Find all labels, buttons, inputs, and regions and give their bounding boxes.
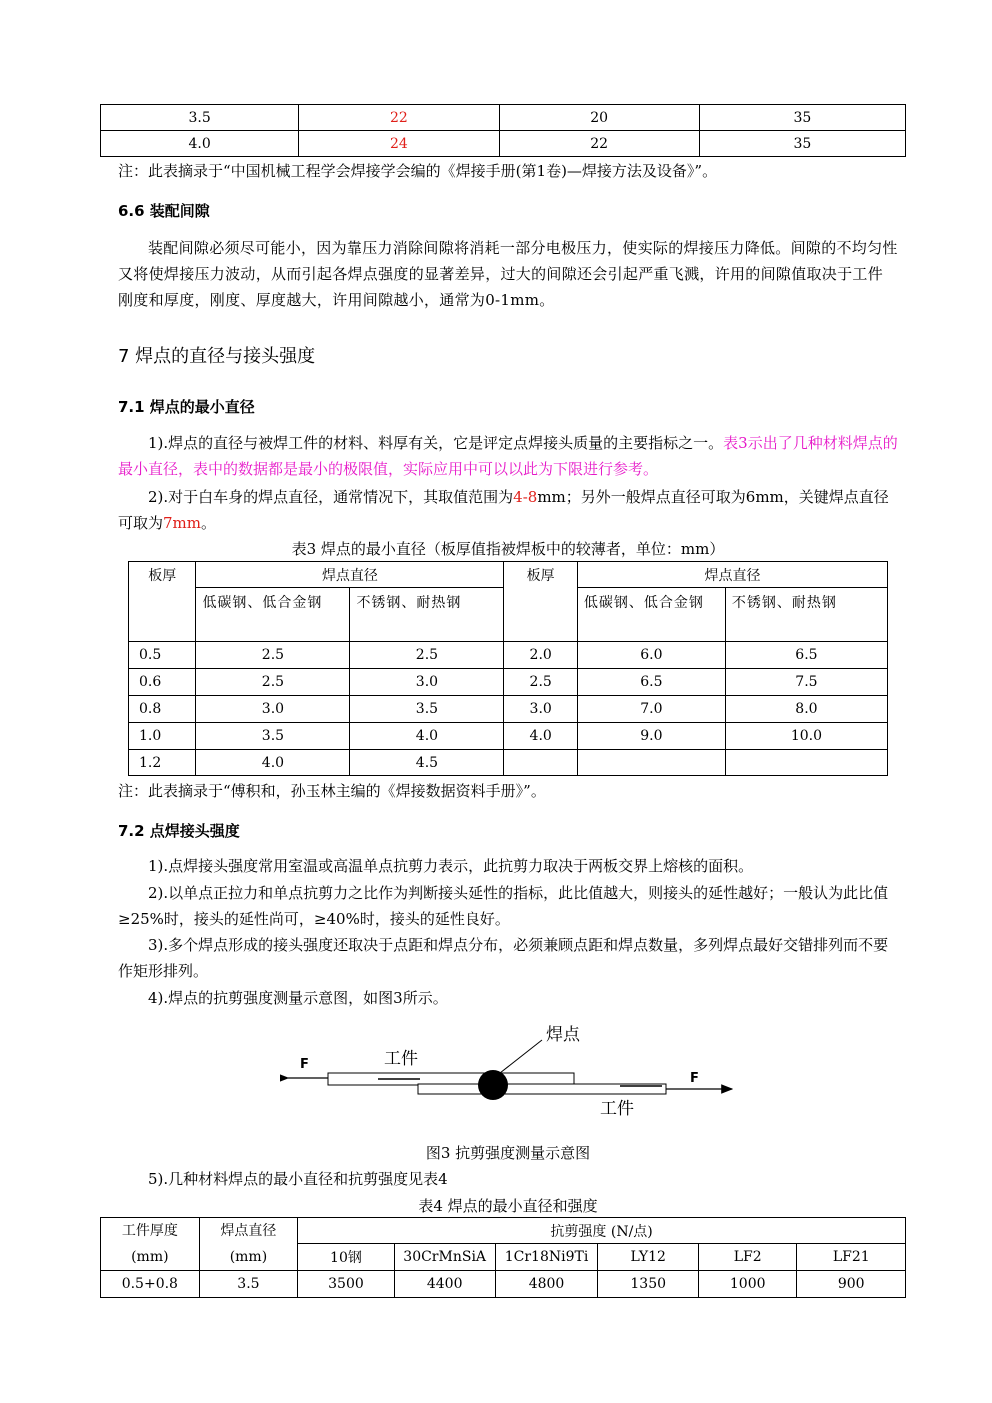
table-cell: 22 <box>499 131 699 157</box>
table-cell: 2.5 <box>350 642 504 669</box>
table-cell: 6.5 <box>725 642 887 669</box>
workpiece-label-lower: 工件 <box>600 1099 634 1119</box>
table4-caption: 表4 焊点的最小直径和强度 <box>418 1197 598 1215</box>
weld-spot-leader <box>500 1040 542 1073</box>
text-span: 。 <box>201 514 217 532</box>
table-cell: 10.0 <box>725 723 887 750</box>
table-cell: 22 <box>299 105 499 131</box>
table4 <box>100 1217 906 1298</box>
figure3-diagram <box>280 1018 740 1126</box>
figure3-caption: 图3 抗剪强度测量示意图 <box>425 1144 591 1162</box>
table-header <box>199 1218 298 1271</box>
table-cell: 24 <box>299 131 499 157</box>
table-header: 不锈钢、耐热钢 <box>725 588 887 642</box>
table-cell: 3.5 <box>196 723 350 750</box>
table-cell: 1350 <box>598 1271 699 1298</box>
header-line: 工件厚度 <box>121 1223 178 1239</box>
table-cell: 1.2 <box>129 750 196 776</box>
table-cell: 3.5 <box>101 105 299 131</box>
workpiece-upper <box>328 1073 574 1085</box>
table-header: 抗剪强度 (N/点) <box>298 1218 906 1244</box>
table-cell: 35 <box>699 131 905 157</box>
paragraph-7-2-2: 2).以单点正拉力和单点抗剪力之比作为判断接头延性的指标，此比值越大，则接头的延性越好；一般认为此比值≥25%时，接头的延性尚可，≥40%时，接头的延性良好。 <box>118 884 889 928</box>
table-cell: 3.0 <box>504 696 577 723</box>
table-cell: 900 <box>797 1271 906 1298</box>
table-header: 低碳钢、低合金钢 <box>196 588 350 642</box>
table-cell: 4.5 <box>350 750 504 776</box>
table-cell: 4400 <box>394 1271 495 1298</box>
force-label-left: F <box>300 1057 309 1072</box>
table-cell <box>725 750 887 776</box>
workpiece-label-upper: 工件 <box>384 1049 418 1069</box>
table-cell: 3.0 <box>196 696 350 723</box>
paragraph-7-1-2 <box>118 484 898 536</box>
table-cell: 7.5 <box>725 669 887 696</box>
header-unit: (mm) <box>131 1249 169 1265</box>
table-cell: 1.0 <box>129 723 196 750</box>
force-label-right: F <box>690 1071 699 1086</box>
table-cell: 35 <box>699 105 905 131</box>
table-header: 不锈钢、耐热钢 <box>350 588 504 642</box>
top-table-note: 注：此表摘录于“中国机械工程学会焊接学会编的《焊接手册(第1卷)—焊接方法及设备》”。 <box>118 162 718 180</box>
table-header: 低碳钢、低合金钢 <box>577 588 725 642</box>
paragraph-7-2-3: 3).多个焊点形成的接头强度还取决于点距和焊点分布，必须兼顾点距和焊点数量，多列焊点最好交错排列而不要作矩形排列。 <box>118 936 889 980</box>
highlight-span: 7mm <box>163 514 202 532</box>
paragraph-5: 5).几种材料焊点的最小直径和抗剪强度见表4 <box>148 1170 448 1188</box>
table3 <box>128 561 888 776</box>
section-heading-7-2: 7.2 点焊接头强度 <box>118 822 240 840</box>
table3-note: 注：此表摘录于“傅积和，孙玉林主编的《焊接数据资料手册》”。 <box>118 782 546 800</box>
table-cell: 4.0 <box>504 723 577 750</box>
section-heading-7-1: 7.1 焊点的最小直径 <box>118 398 255 416</box>
table3-caption: 表3 焊点的最小直径（板厚值指被焊板中的较薄者，单位：mm） <box>291 540 725 558</box>
table-cell: 4.0 <box>350 723 504 750</box>
section-heading-6-6: 6.6 装配间隙 <box>118 202 210 220</box>
header-line: 焊点直径 <box>220 1223 277 1239</box>
table-cell: 0.8 <box>129 696 196 723</box>
paragraph-7-2-4: 4).焊点的抗剪强度测量示意图，如图3所示。 <box>148 989 448 1007</box>
material-header: LF2 <box>698 1244 797 1271</box>
table-cell: 3.0 <box>350 669 504 696</box>
table-cell: 4800 <box>495 1271 598 1298</box>
table-cell: 6.5 <box>577 669 725 696</box>
text-span: mm；另外一般焊点直径可取为6mm，关键焊点直径可取为 <box>118 488 889 532</box>
table-header: 板厚 <box>129 562 196 642</box>
paragraph-7-2-1: 1).点焊接头强度常用室温或高温单点抗剪力表示，此抗剪力取决于两板交界上熔核的面积。 <box>148 857 754 875</box>
table-cell: 2.0 <box>504 642 577 669</box>
material-header: 30CrMnSiA <box>394 1244 495 1271</box>
paragraph-6-6: 装配间隙必须尽可能小，因为靠压力消除间隙将消耗一部分电极压力，使实际的焊接压力降低。间隙的不均匀性又将使焊接压力波动，从而引起各焊点强度的显著差异，过大的间隙还会引起严重飞溅，许用的间隙值取决于工件刚度和厚度，刚度、厚度越大，许用间隙越小，通常为0-1mm。 <box>118 239 898 309</box>
table-cell: 4.0 <box>101 131 299 157</box>
top-table <box>100 104 906 157</box>
weld-spot-label: 焊点 <box>546 1025 580 1045</box>
table-cell: 2.5 <box>196 669 350 696</box>
material-header: LF21 <box>797 1244 906 1271</box>
material-header: LY12 <box>598 1244 699 1271</box>
highlight-span: 4-8 <box>513 488 538 506</box>
text-span: 1).焊点的直径与被焊工件的材料、料厚有关，它是评定点焊接头质量的主要指标之一。 <box>148 434 724 452</box>
table-cell: 0.6 <box>129 669 196 696</box>
table-cell: 3500 <box>298 1271 395 1298</box>
table-cell: 6.0 <box>577 642 725 669</box>
table-cell: 3.5 <box>350 696 504 723</box>
section-heading-7: 7 焊点的直径与接头强度 <box>118 346 316 367</box>
table-header: 焊点直径 <box>577 562 887 588</box>
table-cell: 8.0 <box>725 696 887 723</box>
table-cell: 1000 <box>698 1271 797 1298</box>
table-cell <box>577 750 725 776</box>
table-cell: 20 <box>499 105 699 131</box>
header-unit: (mm) <box>229 1249 268 1265</box>
highlight-span: 表3示出了几种材料焊点的最小直径，表中的数据都是最小的极限值，实际应用中可以以此为下限进行参考。 <box>118 434 898 478</box>
table-cell: 9.0 <box>577 723 725 750</box>
text-span: 2).对于白车身的焊点直径，通常情况下，其取值范围为 <box>148 488 514 506</box>
table-cell: 3.5 <box>199 1271 298 1298</box>
table-header: 板厚 <box>504 562 577 642</box>
material-header: 10钢 <box>298 1244 395 1271</box>
table-cell: 0.5 <box>129 642 196 669</box>
table-cell: 2.5 <box>196 642 350 669</box>
material-header: 1Cr18Ni9Ti <box>495 1244 598 1271</box>
weld-spot <box>478 1070 508 1100</box>
table-cell <box>504 750 577 776</box>
table-cell: 7.0 <box>577 696 725 723</box>
table-header <box>101 1218 200 1271</box>
table-cell: 0.5+0.8 <box>101 1271 200 1298</box>
table-cell: 2.5 <box>504 669 577 696</box>
paragraph-7-1-1 <box>118 430 898 482</box>
table-header: 焊点直径 <box>196 562 504 588</box>
table-cell: 4.0 <box>196 750 350 776</box>
